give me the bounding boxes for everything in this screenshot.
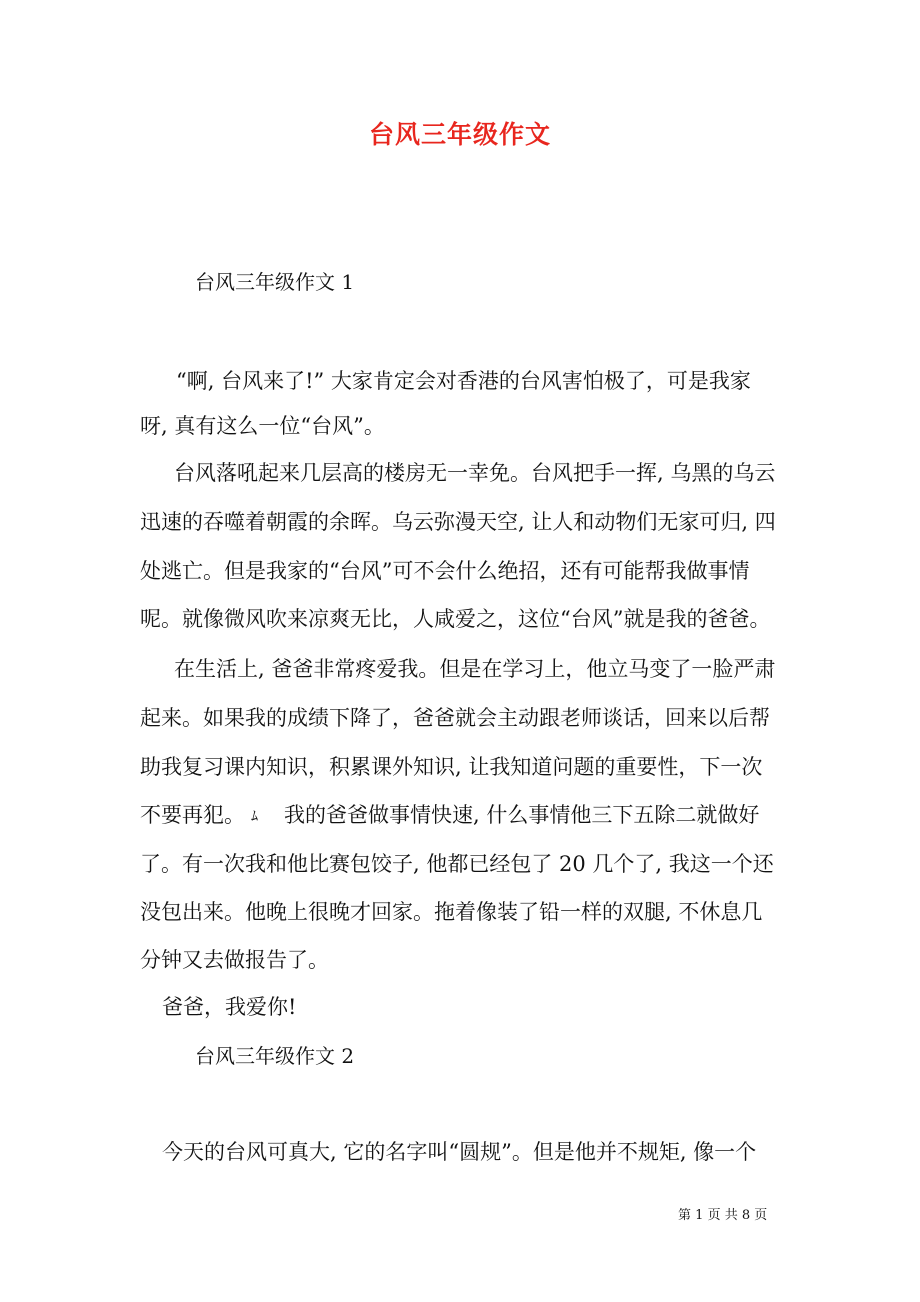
paragraph-line: 今天的台风可真大, 它的名字叫“圆规”。但是他并不规矩, 像一个 — [162, 1140, 757, 1164]
special-glyph: ﾑ — [251, 808, 258, 825]
paragraph-line: 迅速的吞噬着朝霞的余晖。乌云弥漫天空, 让人和动物们无家可归, 四 — [140, 510, 776, 534]
page-total: 8 — [741, 1208, 751, 1223]
section-heading-1: 台风三年级作文 1 — [195, 270, 355, 294]
page-label-suffix: 页 — [754, 1208, 768, 1223]
paragraph-line: 爸爸，我爱你! — [162, 995, 297, 1019]
paragraph-line: 助我复习课内知识，积累课外知识, 让我知道问题的重要性，下一次 — [140, 755, 763, 779]
section-heading-2: 台风三年级作文 2 — [195, 1044, 355, 1068]
page-number — [678, 1206, 767, 1226]
paragraph-segment: 我的爸爸做事情快速, 什么事情他三下五除二就做好 — [284, 803, 760, 827]
paragraph-segment: 不要再犯。 — [140, 803, 245, 827]
page-label-middle: 页 共 — [707, 1208, 738, 1223]
paragraph-line: 没包出来。他晚上很晚才回家。拖着像装了铅一样的双腿, 不休息几 — [140, 900, 763, 924]
paragraph-line: 起来。如果我的成绩下降了，爸爸就会主动跟老师谈话，回来以后帮 — [140, 706, 770, 730]
paragraph-line: 处逃亡。但是我家的“台风”可不会什么绝招，还有可能帮我做事情 — [140, 559, 750, 583]
page-current: 1 — [695, 1208, 704, 1223]
paragraph-line: 呀, 真有这么一位“台风”。 — [140, 414, 385, 438]
paragraph-line: 在生活上, 爸爸非常疼爱我。但是在学习上，他立马变了一脸严肃 — [174, 657, 776, 681]
paragraph-line: 呢。就像微风吹来凉爽无比，人咸爱之，这位“台风”就是我的爸爸。 — [140, 607, 771, 631]
page-label-prefix: 第 — [678, 1208, 692, 1223]
paragraph-line: 了。有一次我和他比赛包饺子, 他都已经包了 20 几个了, 我这一个还 — [140, 852, 774, 876]
paragraph-line: 台风落吼起来几层高的楼房无一幸免。台风把手一挥, 乌黑的乌云 — [174, 461, 776, 485]
paragraph-line: 分钟又去做报告了。 — [140, 948, 329, 972]
paragraph-line — [140, 800, 759, 832]
page-title: 台风三年级作文 — [368, 120, 551, 149]
paragraph-line: “啊, 台风来了!” 大家肯定会对香港的台风害怕极了，可是我家 — [176, 369, 751, 393]
